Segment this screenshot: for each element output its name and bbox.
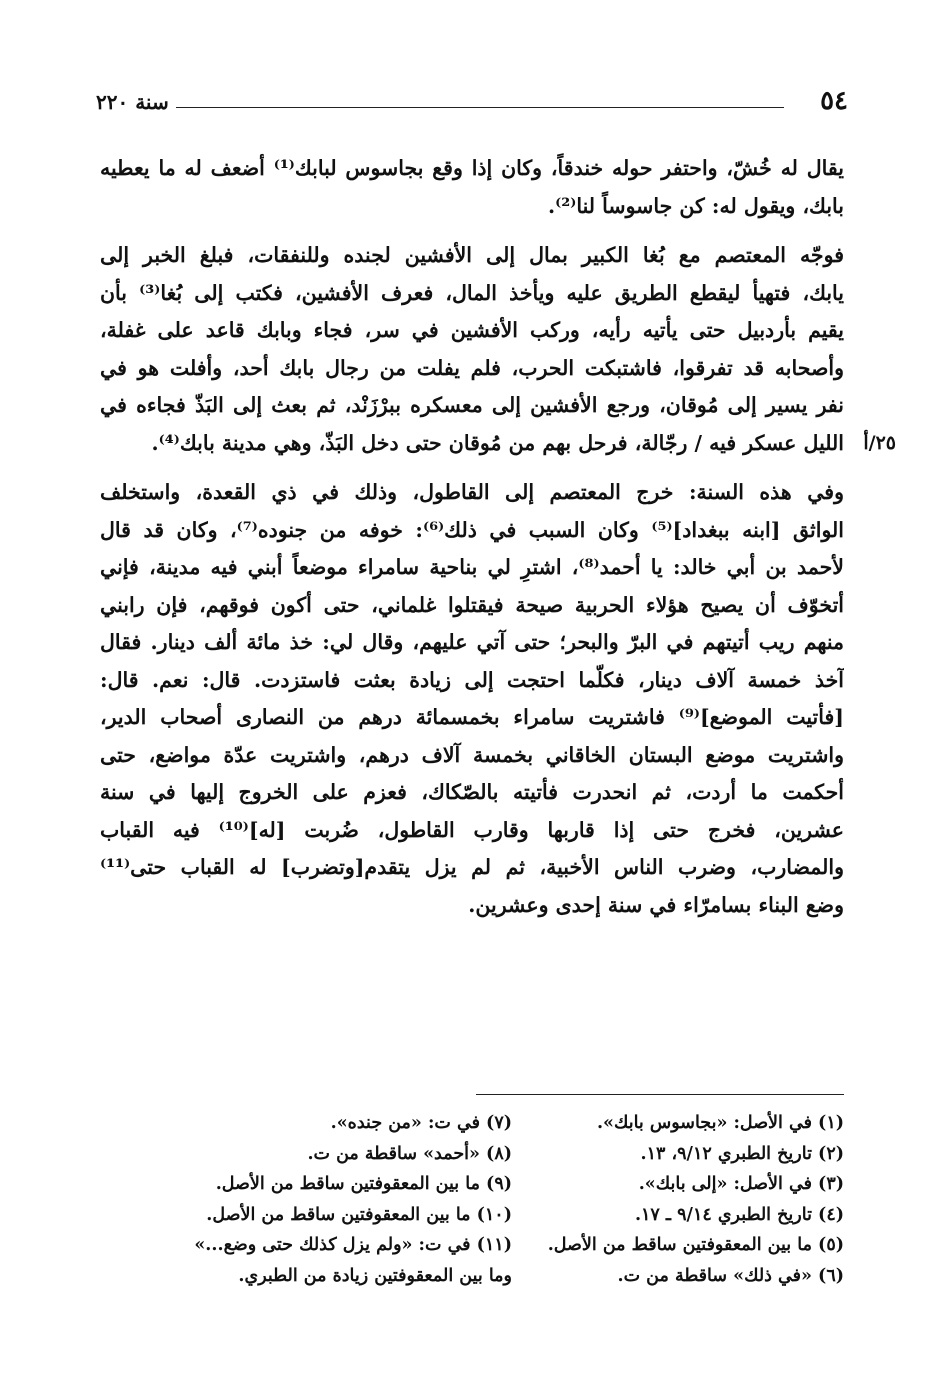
text-line (100, 425, 896, 463)
footnote: (٥) ما بين المعقوفتين ساقط من الأصل. (547, 1235, 844, 1255)
text-line: منهم ريب أتيتهم في البرّ والبحر؛ حتى آتي عليهم، وقال لي: خذ مائة ألف دينار. فقال (100, 630, 844, 654)
text-line: والمضارب، وضرب الناس الأخبية، ثم لم يزل يتقدم[وتضرب] له القباب حتى⁽¹¹⁾ (100, 855, 844, 879)
text-line: آخذ خمسة آلاف دينار، فكلّما احتجت إلى زيادة بعثت فاستزدت. قال: نعم. قال: (100, 667, 844, 692)
text-line: نفر يسير إلى مُوقان، ورجع الأفشين إلى معسكره ببرْزَنْد، ثم بعث إلى البَذّ فجاءه في (100, 393, 844, 417)
header-year: سنة ٢٢٠ (96, 90, 169, 114)
page-number: ٥٤ (820, 86, 848, 116)
text-line: واشتريت موضع البستان الخاقاني بخمسة آلاف درهم، واشتريت عدّة مواضع، حتى (100, 742, 844, 767)
footnote: (٩) ما بين المعقوفتين ساقط من الأصل. (215, 1174, 512, 1194)
text-line: يقيم بأردبيل حتى يأتيه رأيه، وركب الأفشين في سر، فجاء وبابك قاعد على غفلة، (100, 318, 844, 342)
footnote: (٧) في ت: «من جنده». (330, 1113, 512, 1133)
header-rule (176, 107, 784, 108)
footnote: (١١) في ت: «ولم يزل كذلك حتى وضع...» (194, 1235, 512, 1255)
paragraph (100, 474, 844, 924)
text-line: وفي هذه السنة: خرج المعتصم إلى القاطول، وذلك في ذي القعدة، واستخلف (100, 480, 844, 504)
text-line: أحكمت ما أردت، ثم انحدرت فأتيته بالصّكاك، فعزم على الخروج إليها في سنة (100, 780, 844, 804)
text-line: وأصحابه قد تفرقوا، فاشتبكت الحرب، فلم يفلت من رجال بابك أحد، وأفلت هو في (100, 355, 844, 380)
footnotes-right-column (547, 1108, 844, 1291)
running-header (96, 86, 848, 126)
folio-margin-note: ٢٥/أ (863, 431, 896, 454)
main-text (100, 150, 896, 936)
text-line: لأحمد بن أبي خالد: يا أحمد⁽⁸⁾، اشترِ لي بناحية سامراء موضعاً أبني فيه مدينة، فإني (100, 555, 844, 579)
footnote: (٨) «أحمد» ساقطة من ت. (307, 1143, 512, 1164)
text-line: وضع البناء بسامرّاء في سنة إحدى وعشرين. (468, 892, 844, 917)
text-line: فوجّه المعتصم مع بُغا الكبير بمال إلى الأفشين لجنده وللنفقات، فبلغ الخبر إلى (100, 243, 844, 267)
text-line: أتخوّف أن يصيح هؤلاء الحربية صيحة فيقتلوا غلماني، حتى أكون فوقهم، فإن رابني (100, 592, 844, 617)
text-line-content: الليل عسكر فيه / رجّالة، فرحل بهم من مُوقان حتى دخل البَذّ، وهي مدينة بابك⁽⁴⁾. (151, 430, 844, 455)
text-line: بابك، ويقول له: كن جاسوساً لنا⁽²⁾. (548, 193, 844, 218)
text-line: عشرين، فخرج حتى إذا قاربها وقارب القاطول، ضُربت [له]⁽¹⁰⁾ فيه القباب (100, 817, 844, 842)
footnote: (١) في الأصل: «بجاسوس بابك». (596, 1113, 844, 1133)
footnote: (٤) تاريخ الطبري ٩/١٤ ـ ١٧. (634, 1204, 844, 1225)
paragraph (100, 150, 844, 225)
footnote: وما بين المعقوفتين زيادة من الطبري. (238, 1265, 512, 1286)
footnote-rule (476, 1094, 844, 1095)
footnotes-left-column (194, 1108, 512, 1291)
footnote: (٦) «في ذلك» ساقطة من ت. (617, 1265, 844, 1286)
text-line: يقال له خُشّ، واحتفر حوله خندقاً، وكان إذا وقع بجاسوس لبابك⁽¹⁾ أضعف له ما يعطيه (100, 156, 844, 180)
paragraph (100, 237, 896, 462)
footnote: (٣) في الأصل: «إلى بابك». (638, 1174, 844, 1194)
text-line: [فأتيت الموضع]⁽⁹⁾ فاشتريت سامراء بخمسمائة درهم من النصارى أصحاب الدير، (100, 705, 844, 729)
footnote: (١٠) ما بين المعقوفتين ساقط من الأصل. (206, 1204, 512, 1225)
footnote: (٢) تاريخ الطبري ٩/١٢، ١٣. (640, 1143, 844, 1164)
text-line: الواثق [ابنه ببغداد]⁽⁵⁾ وكان السبب في ذلك⁽⁶⁾: خوفه من جنوده⁽⁷⁾، وكان قد قال (100, 517, 844, 542)
text-line: يابك، فتهيأ ليقطع الطريق عليه ويأخذ المال، فعرف الأفشين، فكتب إلى بُغا⁽³⁾ بأن (100, 280, 844, 305)
